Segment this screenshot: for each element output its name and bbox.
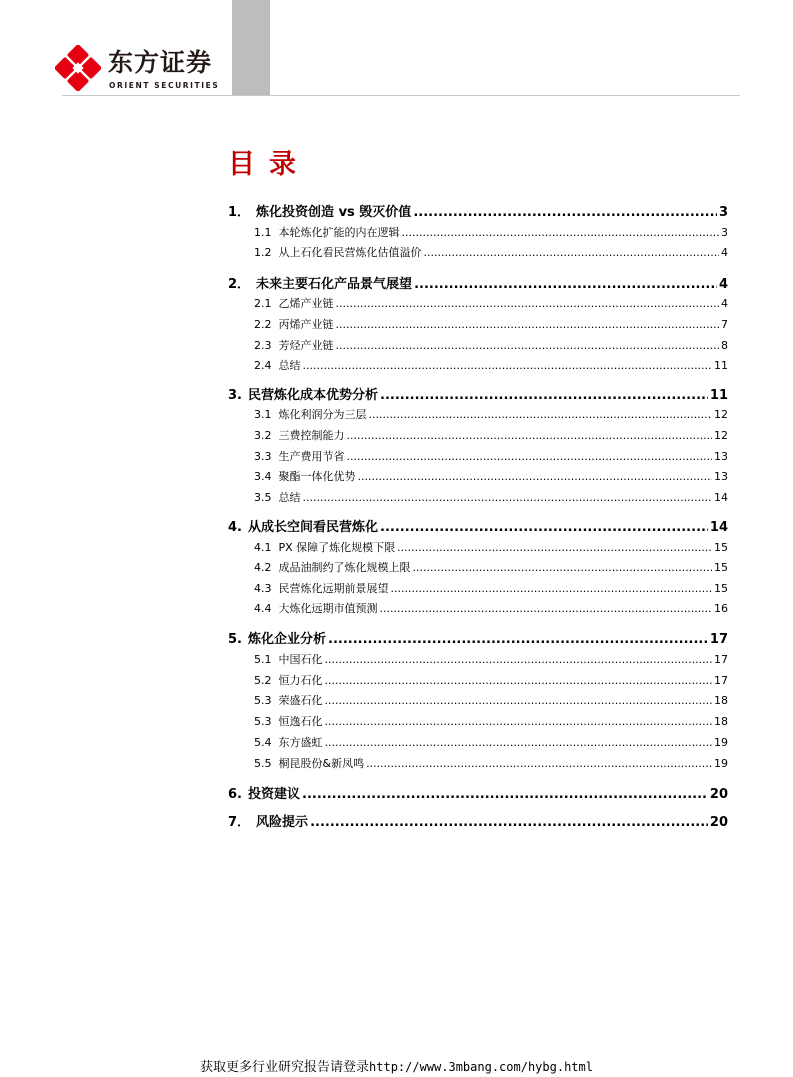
toc-page-number: 14 [714, 491, 728, 504]
toc-entry-label: 从上石化看民营炼化估值溢价 [278, 246, 422, 259]
toc-subsection-row[interactable] [228, 580, 728, 598]
toc-entry-label: 未来主要石化产品景气展望 [256, 277, 413, 292]
toc-entry-label: 桐昆股份&新凤鸣 [278, 757, 365, 770]
toc-entry-number: 2.4 [254, 359, 272, 372]
toc-subsection-row[interactable] [228, 448, 728, 466]
toc-page-number: 14 [709, 520, 728, 535]
toc-entry-number: 4.3 [254, 582, 272, 595]
toc-page-number: 3 [721, 226, 728, 239]
toc-page-number: 15 [714, 561, 728, 574]
toc-page-number: 4 [721, 246, 728, 259]
toc-section-row[interactable] [228, 386, 728, 406]
toc-entry-label: 聚酯一体化优势 [278, 470, 356, 483]
toc-dot-leader [369, 406, 713, 424]
toc-entry-label: 投资建议 [247, 787, 300, 802]
toc-entry-label: 荣盛石化 [278, 694, 323, 707]
header-divider [62, 95, 740, 96]
toc-dot-leader [358, 468, 713, 486]
toc-subsection-row[interactable] [228, 337, 728, 355]
toc-entry-number: 1． [228, 205, 251, 220]
toc-entry-number: 5.4 [254, 736, 272, 749]
toc-entry-number: 2.1 [254, 297, 272, 310]
toc-dot-leader [380, 600, 713, 618]
toc-entry-number: 4.2 [254, 561, 272, 574]
toc-dot-leader [336, 316, 720, 334]
toc-entry-label: 恒力石化 [278, 674, 323, 687]
toc-page-number: 18 [714, 694, 728, 707]
header-gray-bar [232, 0, 270, 95]
toc-subsection-row[interactable] [228, 539, 728, 557]
toc-dot-leader [303, 489, 713, 507]
page-footer [0, 1056, 793, 1075]
toc-dot-leader [303, 357, 713, 375]
toc-dot-leader [402, 224, 720, 242]
toc-entry-number: 5.1 [254, 653, 272, 666]
toc-entry-label: 丙烯产业链 [278, 318, 334, 331]
toc-page-number: 11 [709, 388, 728, 403]
toc-page-number: 15 [714, 541, 728, 554]
toc-page-number: 13 [714, 450, 728, 463]
toc-entry-label: 成品油制约了炼化规模上限 [278, 561, 411, 574]
toc-dot-leader [380, 386, 708, 406]
toc-section-row[interactable] [228, 275, 728, 295]
toc-section-row[interactable] [228, 203, 728, 223]
toc-dot-leader [413, 203, 717, 223]
toc-section-row[interactable] [228, 630, 728, 650]
toc-entry-label: 炼化投资创造 vs 毁灭价值 [256, 205, 412, 220]
toc-subsection-row[interactable] [228, 713, 728, 731]
toc-entry-label: 东方盛虹 [278, 736, 323, 749]
toc-page-number: 17 [714, 674, 728, 687]
toc-subsection-row[interactable] [228, 316, 728, 334]
toc-entry-number: 5.2 [254, 674, 272, 687]
toc-entry-number: 2.3 [254, 339, 272, 352]
toc-subsection-row[interactable] [228, 427, 728, 445]
toc-dot-leader [336, 337, 720, 355]
toc-entry-number: 3.2 [254, 429, 272, 442]
toc-dot-leader [336, 295, 720, 313]
toc-page-number: 19 [714, 736, 728, 749]
toc-page-number: 16 [714, 602, 728, 615]
toc-entry-number: 2.2 [254, 318, 272, 331]
toc-page-number: 4 [721, 297, 728, 310]
toc-entry-number: 4.1 [254, 541, 272, 554]
toc-dot-leader [310, 813, 708, 833]
toc-entry-label: 本轮炼化扩能的内在逻辑 [278, 226, 400, 239]
toc-entry-label: 大炼化远期市值预测 [278, 602, 378, 615]
toc-entry-number: 5.3 [254, 715, 272, 728]
toc-entry-number: 3. [228, 388, 242, 403]
toc-dot-leader [328, 630, 708, 650]
toc-entry-label: 炼化利润分为三层 [278, 408, 367, 421]
toc-entry-number: 4.4 [254, 602, 272, 615]
footer-text: 获取更多行业研究报告请登录 [200, 1060, 370, 1075]
toc-entry-number: 3.5 [254, 491, 272, 504]
brand-name-cn: 东方证券 [108, 48, 213, 77]
toc-subsection-row[interactable] [228, 244, 728, 262]
toc-page-number: 20 [709, 787, 728, 802]
toc-entry-label: 从成长空间看民营炼化 [247, 520, 378, 535]
toc-page-number: 4 [718, 277, 728, 292]
toc-subsection-row[interactable] [228, 734, 728, 752]
toc-dot-leader [424, 244, 720, 262]
toc-dot-leader [347, 427, 713, 445]
toc-page-number: 18 [714, 715, 728, 728]
toc-entry-label: 生产费用节省 [278, 450, 345, 463]
toc-entry-label: 炼化企业分析 [247, 632, 326, 647]
toc-page-number: 12 [714, 429, 728, 442]
toc-entry-number: 7． [228, 815, 251, 830]
toc-dot-leader [366, 755, 712, 773]
toc-entry-label: PX 保障了炼化规模下限 [278, 541, 396, 554]
toc-subsection-row[interactable] [228, 692, 728, 710]
toc-page-number: 12 [714, 408, 728, 421]
toc-entry-number: 2． [228, 277, 251, 292]
toc-page-number: 20 [709, 815, 728, 830]
toc-subsection-row[interactable] [228, 559, 728, 577]
toc-page-number: 11 [714, 359, 728, 372]
toc-entry-number: 1.1 [254, 226, 272, 239]
page-header [0, 0, 793, 100]
toc-subsection-row[interactable] [228, 489, 728, 507]
toc-entry-number: 6. [228, 787, 242, 802]
toc-dot-leader [325, 734, 713, 752]
toc-entry-number: 4. [228, 520, 242, 535]
toc-subsection-row[interactable] [228, 295, 728, 313]
toc-entry-number: 3.3 [254, 450, 272, 463]
toc-entry-number: 5.5 [254, 757, 272, 770]
brand-name-en: ORIENT SECURITIES [109, 81, 220, 90]
toc-subsection-row[interactable] [228, 651, 728, 669]
toc-entry-number: 3.1 [254, 408, 272, 421]
toc-entry-label: 中国石化 [278, 653, 323, 666]
toc-title: 目录 [228, 149, 310, 180]
toc-entry-label: 恒逸石化 [278, 715, 323, 728]
toc-subsection-row[interactable] [228, 224, 728, 242]
toc-page-number: 15 [714, 582, 728, 595]
toc-section-row[interactable] [228, 518, 728, 538]
toc-page-number: 13 [714, 470, 728, 483]
toc-entry-number: 1.2 [254, 246, 272, 259]
toc-entry-label: 芳烃产业链 [278, 339, 334, 352]
toc-section-row[interactable] [228, 813, 728, 833]
toc-entry-label: 民营炼化远期前景展望 [278, 582, 389, 595]
toc-entry-label: 总结 [278, 491, 301, 504]
toc-subsection-row[interactable] [228, 468, 728, 486]
toc-dot-leader [302, 785, 708, 805]
toc-entry-label: 风险提示 [256, 815, 309, 830]
toc-entry-number: 5.3 [254, 694, 272, 707]
toc-entry-label: 民营炼化成本优势分析 [247, 388, 378, 403]
toc-page-number: 8 [721, 339, 728, 352]
toc-dot-leader [380, 518, 708, 538]
toc-subsection-row[interactable] [228, 755, 728, 773]
toc-dot-leader [325, 672, 713, 690]
toc-dot-leader [325, 713, 713, 731]
footer-link[interactable]: http://www.3mbang.com/hybg.html [369, 1060, 593, 1074]
toc-page-number: 7 [721, 318, 728, 331]
toc-subsection-row[interactable] [228, 406, 728, 424]
toc-dot-leader [347, 448, 713, 466]
toc-entry-label: 三费控制能力 [278, 429, 345, 442]
toc-subsection-row[interactable] [228, 600, 728, 618]
toc-dot-leader [414, 275, 717, 295]
toc-page-number: 3 [718, 205, 728, 220]
toc-dot-leader [397, 539, 712, 557]
toc-page-number: 19 [714, 757, 728, 770]
toc-entry-number: 3.4 [254, 470, 272, 483]
toc-entry-label: 乙烯产业链 [278, 297, 334, 310]
toc-page-number: 17 [709, 632, 728, 647]
orient-securities-logo-icon [55, 45, 101, 91]
toc-entry-number: 5. [228, 632, 242, 647]
toc-page-number: 17 [714, 653, 728, 666]
toc-dot-leader [325, 651, 713, 669]
toc-dot-leader [325, 692, 713, 710]
toc-dot-leader [413, 559, 713, 577]
toc-subsection-row[interactable] [228, 357, 728, 375]
toc-entry-label: 总结 [278, 359, 301, 372]
toc-dot-leader [391, 580, 713, 598]
toc-section-row[interactable] [228, 785, 728, 805]
toc-subsection-row[interactable] [228, 672, 728, 690]
